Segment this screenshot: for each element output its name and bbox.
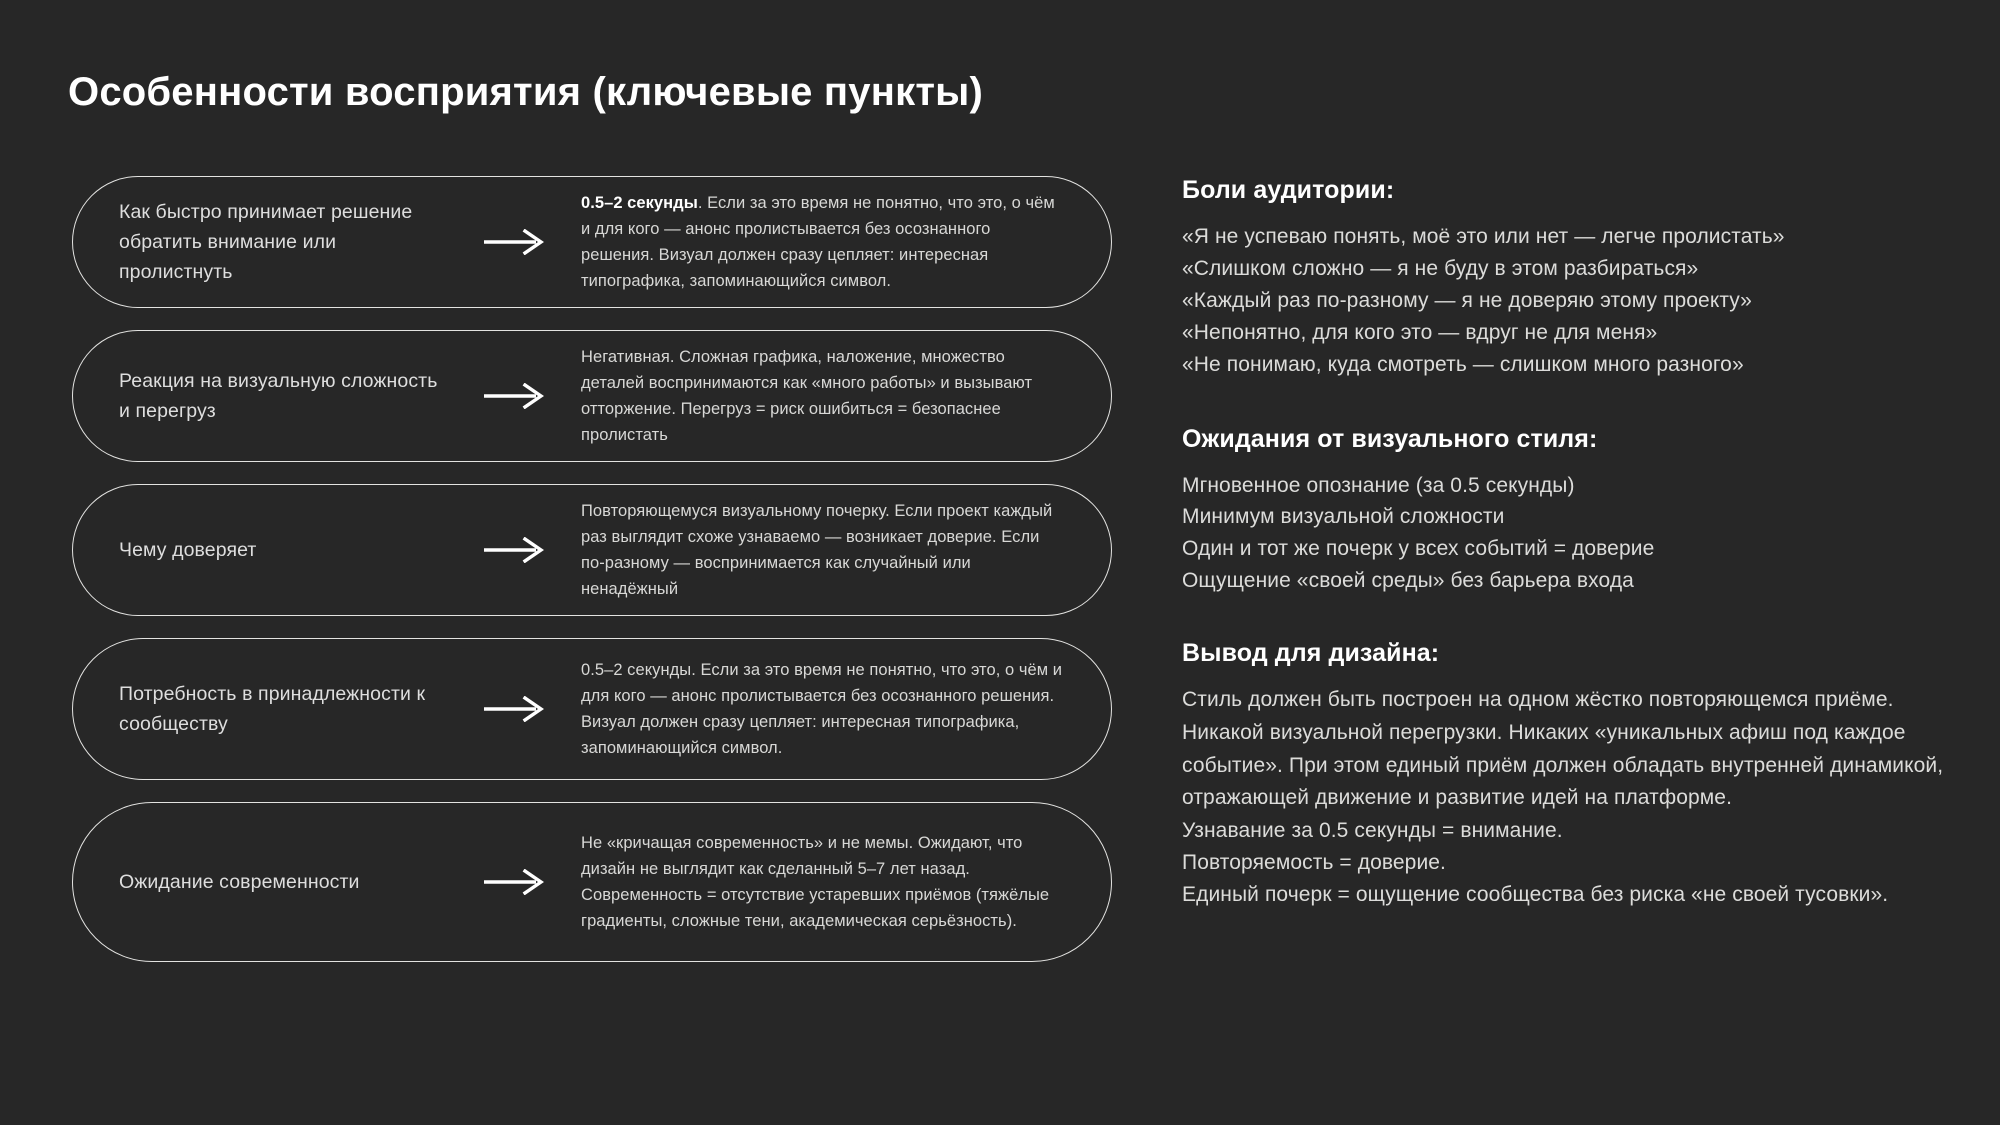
style-expectations-block	[1182, 425, 1952, 598]
list-item: Узнавание за 0.5 секунды = внимание.	[1182, 819, 1563, 843]
card-label: Чему доверяет	[119, 538, 257, 561]
card-body-rest: Негативная. Сложная графика, наложение, множество деталей воспринимаются как «много работы» и вызывают отторжение. Перегруз = риск ошибиться = безопаснее пролистать	[581, 347, 1033, 445]
card-label: Реакция на визуальную сложность и перегруз	[119, 369, 438, 422]
right-arrow-icon	[449, 229, 581, 255]
audience-pains-list	[1182, 221, 1952, 381]
card-body	[581, 657, 1067, 761]
perception-card	[72, 176, 1112, 308]
list-item: Один и тот же почерк у всех событий = доверие	[1182, 537, 1655, 561]
card-body	[581, 830, 1067, 934]
right-arrow-icon	[449, 869, 581, 895]
style-expectations-list	[1182, 470, 1952, 598]
list-item: «Я не успеваю понять, моё это или нет — легче пролистать»	[1182, 225, 1785, 248]
list-item: Минимум визуальной сложности	[1182, 505, 1505, 529]
card-label: Ожидание современности	[119, 870, 360, 893]
section-heading: Боли аудитории:	[1182, 176, 1395, 204]
card-body	[581, 190, 1067, 294]
card-body-rest: 0.5–2 секунды. Если за это время не понятно, что это, о чём и для кого — анонс пролистывается без осознанного решения. Визуал должен сразу цепляет: интересная типографика, запоминающийся символ.	[581, 660, 1062, 758]
perception-card	[72, 330, 1112, 462]
card-body-lead: 0.5–2 секунды	[581, 193, 698, 212]
perception-card	[72, 802, 1112, 962]
right-arrow-icon	[449, 537, 581, 563]
card-body	[581, 344, 1067, 448]
card-body-rest: Не «кричащая современность» и не мемы. Ожидают, что дизайн не выглядит как сделанный 5–7 лет назад. Современность = отсутствие устаревших приёмов (тяжёлые градиенты, сложные тени, академическая серьёзность).	[581, 833, 1050, 931]
card-body-rest: Повторяющемуся визуальному почерку. Если проект каждый раз выглядит схоже узнаваемо — возникает доверие. Если по-разному — воспринимается как случайный или ненадёжный	[581, 501, 1053, 599]
list-item: Мгновенное опознание (за 0.5 секунды)	[1182, 473, 1575, 497]
conclusion-paragraph: Стиль должен быть построен на одном жёстко повторяющемся приёме. Никакой визуальной перегрузки. Никаких «уникальных афиш под каждое событие». При этом единый приём должен обладать внутренней динамикой, отражающей движение и развитие идей на платформе.	[1182, 688, 1944, 810]
right-arrow-icon	[449, 696, 581, 722]
right-arrow-icon	[449, 383, 581, 409]
list-item: Единый почерк = ощущение сообщества без риска «не своей тусовки».	[1182, 882, 1889, 906]
card-body-rest: . Если за это время не понятно, что это, о чём и для кого — анонс пролистывается без осознанного решения. Визуал должен сразу цепляет: интересная типографика, запоминающийся символ.	[581, 193, 1055, 291]
perception-card	[72, 638, 1112, 780]
list-item: «Непонятно, для кого это — вдруг не для меня»	[1182, 320, 1658, 344]
card-label: Потребность в принадлежности к сообществу	[119, 682, 426, 735]
perception-cards-list	[72, 176, 1112, 984]
card-label: Как быстро принимает решение обратить внимание или пролистнуть	[119, 200, 413, 284]
design-conclusion-block	[1182, 639, 1952, 911]
section-heading: Ожидания от визуального стиля:	[1182, 424, 1598, 453]
conclusion-lines-list	[1182, 815, 1952, 911]
list-item: Ощущение «своей среды» без барьера входа	[1182, 569, 1634, 593]
perception-card	[72, 484, 1112, 616]
list-item: «Слишком сложно — я не буду в этом разбираться»	[1182, 256, 1699, 280]
right-column	[1182, 176, 1952, 941]
list-item: Повторяемость = доверие.	[1182, 851, 1446, 875]
list-item: «Не понимаю, куда смотреть — слишком много разного»	[1182, 352, 1744, 376]
card-body	[581, 498, 1067, 602]
page-title: Особенности восприятия (ключевые пункты)	[68, 70, 983, 114]
audience-pains-block	[1182, 176, 1952, 381]
section-heading: Вывод для дизайна:	[1182, 639, 1440, 668]
list-item: «Каждый раз по-разному — я не доверяю этому проекту»	[1182, 288, 1752, 312]
